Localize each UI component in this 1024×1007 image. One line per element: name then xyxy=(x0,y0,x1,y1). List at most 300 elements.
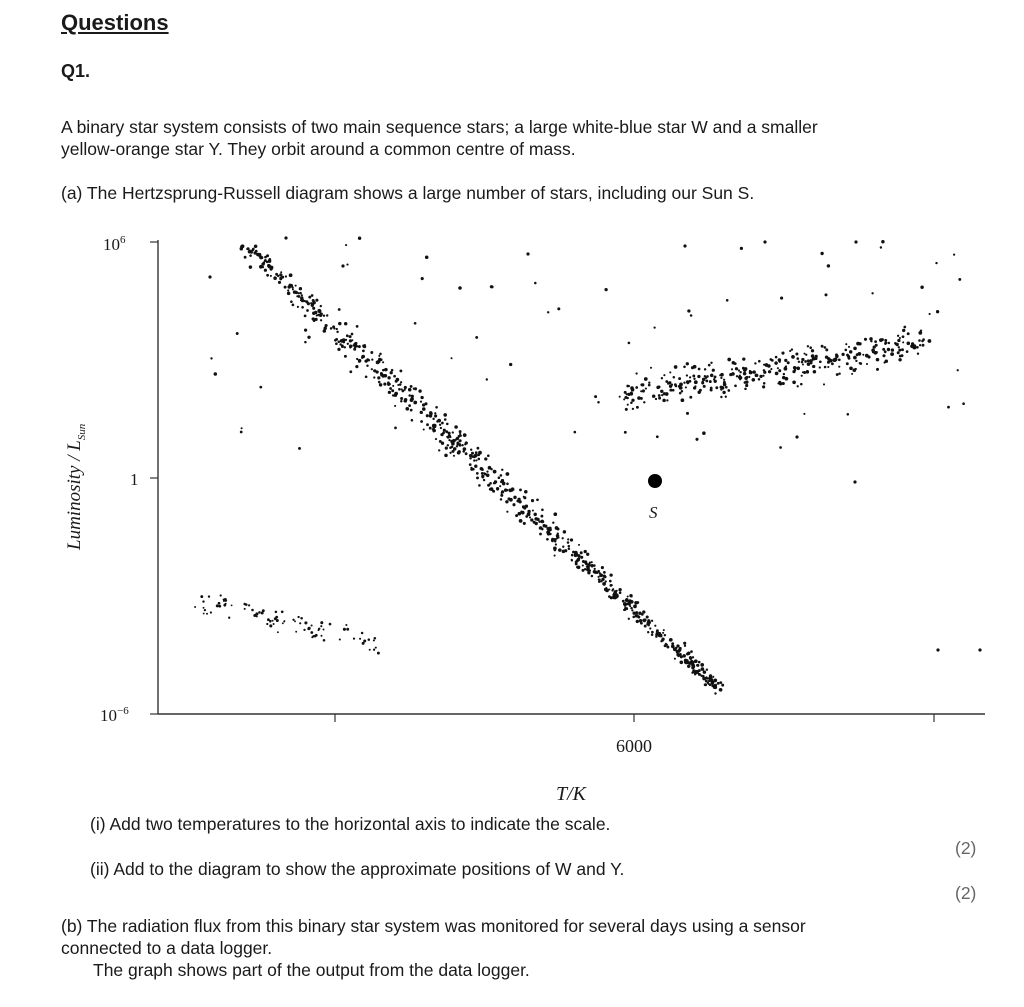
star-dot xyxy=(631,399,634,402)
star-dot xyxy=(391,369,394,372)
star-dot xyxy=(498,476,501,479)
star-dot xyxy=(725,396,727,398)
star-dot xyxy=(389,387,392,390)
star-dot xyxy=(651,631,654,634)
star-dot xyxy=(876,368,879,371)
star-dot xyxy=(343,628,346,631)
star-dot xyxy=(449,446,452,449)
star-dot xyxy=(605,580,607,582)
star-dot xyxy=(373,649,375,651)
star-dot xyxy=(687,309,690,312)
star-dot xyxy=(824,366,827,369)
star-dot xyxy=(694,380,698,384)
star-dot xyxy=(803,413,805,415)
star-dot xyxy=(600,580,602,582)
y-axis-label-subscript: Sun xyxy=(76,423,88,441)
star-dot xyxy=(947,406,950,409)
star-dot xyxy=(838,366,840,368)
star-dot xyxy=(640,622,643,625)
star-dot xyxy=(832,358,836,362)
star-dot xyxy=(562,546,564,548)
star-dot xyxy=(635,386,638,389)
star-dot xyxy=(665,392,669,396)
star-dot xyxy=(499,485,501,487)
star-dot xyxy=(690,650,693,653)
star-dot xyxy=(487,454,490,457)
star-dot xyxy=(295,631,297,633)
star-dot xyxy=(533,513,536,516)
star-dot xyxy=(554,555,556,557)
star-dot xyxy=(378,355,380,357)
star-dot xyxy=(627,404,629,406)
star-dot xyxy=(277,631,279,633)
star-dot xyxy=(698,661,701,664)
star-dot xyxy=(682,654,685,657)
star-dot xyxy=(204,609,206,611)
star-dot xyxy=(936,648,939,651)
star-dot xyxy=(784,359,787,362)
star-dot xyxy=(402,390,405,393)
star-dot xyxy=(377,376,380,379)
star-dot xyxy=(452,431,454,433)
star-dot xyxy=(675,385,678,388)
star-dot xyxy=(314,635,317,638)
star-dot xyxy=(298,447,301,450)
star-dot xyxy=(613,596,616,599)
star-dot xyxy=(624,431,627,434)
star-dot xyxy=(475,459,477,461)
star-dot xyxy=(356,358,358,360)
star-dot xyxy=(568,548,571,551)
star-dot xyxy=(203,607,205,609)
star-dot xyxy=(643,620,645,622)
star-dot xyxy=(429,411,432,414)
star-dot xyxy=(272,620,274,622)
star-dot xyxy=(529,516,531,518)
star-dot xyxy=(489,488,492,491)
star-dot xyxy=(435,406,438,409)
star-dot xyxy=(421,277,424,280)
star-dot xyxy=(458,450,461,453)
star-dot xyxy=(664,634,666,636)
star-dot xyxy=(320,319,322,321)
star-dot xyxy=(541,509,544,512)
star-dot xyxy=(476,472,479,475)
star-dot xyxy=(656,632,660,636)
star-dot xyxy=(619,591,622,594)
star-dot xyxy=(803,371,806,374)
star-dot xyxy=(320,621,323,624)
star-dot xyxy=(683,642,686,645)
star-dot xyxy=(194,606,196,608)
star-dot xyxy=(483,479,485,481)
star-dot xyxy=(694,659,698,663)
star-dot xyxy=(292,619,294,621)
star-dot xyxy=(542,521,544,523)
star-dot xyxy=(273,276,277,280)
star-dot xyxy=(717,682,720,685)
star-dot xyxy=(693,378,695,380)
star-dot xyxy=(686,653,689,656)
star-dot xyxy=(577,558,581,562)
star-dot xyxy=(518,500,521,503)
star-dot xyxy=(578,544,580,546)
star-dot xyxy=(420,411,422,413)
star-dot xyxy=(853,356,857,360)
star-dot xyxy=(598,580,601,583)
star-dot xyxy=(325,324,328,327)
star-dot xyxy=(836,373,839,376)
star-dot xyxy=(686,380,689,383)
star-dot xyxy=(648,382,650,384)
star-dot xyxy=(770,368,772,370)
star-dot xyxy=(337,348,340,351)
y-tick-top-exponent: 6 xyxy=(120,234,126,246)
star-dot xyxy=(243,603,246,606)
star-dot xyxy=(689,376,691,378)
star-dot xyxy=(604,575,606,577)
star-dot xyxy=(779,446,782,449)
star-dot xyxy=(597,401,600,404)
star-dot xyxy=(601,566,604,569)
star-dot xyxy=(410,385,413,388)
star-dot xyxy=(506,472,510,476)
star-dot xyxy=(344,322,347,325)
star-dot xyxy=(475,336,478,339)
star-dot xyxy=(387,381,390,384)
star-dot xyxy=(311,624,313,626)
star-dot xyxy=(669,639,671,641)
star-dot xyxy=(249,254,252,257)
star-dot xyxy=(441,422,444,425)
star-dot xyxy=(882,348,885,351)
star-dot xyxy=(248,604,250,606)
star-dot xyxy=(370,351,373,354)
star-dot xyxy=(307,336,310,339)
star-dot xyxy=(400,397,403,400)
star-dot xyxy=(647,620,650,623)
star-dot xyxy=(673,647,677,651)
star-dot xyxy=(821,345,824,348)
star-dot xyxy=(465,452,468,455)
star-dot xyxy=(881,240,884,243)
star-dot xyxy=(679,660,683,664)
star-dot xyxy=(297,616,299,618)
star-dot xyxy=(623,398,625,400)
star-dot xyxy=(638,612,641,615)
star-dot xyxy=(481,475,484,478)
star-dot xyxy=(218,605,221,608)
star-dot xyxy=(823,383,825,385)
star-dot xyxy=(266,623,268,625)
star-dot xyxy=(382,375,385,378)
star-dot xyxy=(556,527,559,530)
subpart-i-marks: (2) xyxy=(955,838,977,858)
star-dot xyxy=(500,474,503,477)
star-dot xyxy=(434,412,436,414)
star-dot xyxy=(795,353,798,356)
star-dot xyxy=(293,290,297,294)
x-axis-label: T/K xyxy=(555,783,587,805)
star-dot xyxy=(295,285,297,287)
star-dot xyxy=(281,276,284,279)
star-dot xyxy=(884,341,887,344)
star-dot xyxy=(206,613,208,615)
star-dot xyxy=(202,600,204,602)
star-dot xyxy=(633,605,637,609)
star-dot xyxy=(661,377,663,379)
star-dot xyxy=(792,370,795,373)
star-dot xyxy=(289,273,293,277)
star-dot xyxy=(469,463,472,466)
star-dot xyxy=(775,372,779,376)
star-dot xyxy=(719,374,721,376)
star-dot xyxy=(801,358,804,361)
star-dot xyxy=(284,286,287,289)
star-dot xyxy=(655,398,657,400)
star-dot xyxy=(885,359,888,362)
star-dot xyxy=(698,673,701,676)
star-dot xyxy=(689,656,692,659)
star-dot xyxy=(371,368,373,370)
star-dot xyxy=(731,368,733,370)
star-dot xyxy=(405,407,409,411)
star-dot xyxy=(654,625,656,627)
star-dot xyxy=(720,377,722,379)
star-dot xyxy=(518,512,522,516)
star-dot xyxy=(632,408,634,410)
star-dot xyxy=(636,620,639,623)
star-dot xyxy=(404,400,407,403)
star-dot xyxy=(614,591,617,594)
star-dot xyxy=(241,244,245,248)
y-tick-label-top xyxy=(103,234,126,254)
star-dot xyxy=(388,391,391,394)
star-dot xyxy=(714,380,717,383)
star-dot xyxy=(440,427,442,429)
star-dot xyxy=(780,297,783,300)
star-dot xyxy=(888,342,890,344)
star-dot xyxy=(425,256,429,260)
star-dot xyxy=(779,361,781,363)
star-dot xyxy=(268,265,272,269)
star-dot xyxy=(897,335,899,337)
star-dot xyxy=(400,400,402,402)
star-dot xyxy=(383,383,386,386)
star-dot xyxy=(628,618,630,620)
star-dot xyxy=(754,362,756,364)
star-dot xyxy=(584,550,587,553)
star-dot xyxy=(627,595,629,597)
star-dot xyxy=(432,418,434,420)
star-dot xyxy=(313,319,316,322)
star-dot xyxy=(208,595,210,597)
star-dot xyxy=(273,623,275,625)
star-dot xyxy=(710,362,712,364)
star-dot xyxy=(627,397,629,399)
star-dot xyxy=(434,414,437,417)
star-dot xyxy=(715,386,718,389)
star-dot xyxy=(708,364,711,367)
star-dot xyxy=(632,616,635,619)
star-dot xyxy=(329,623,332,626)
star-dot xyxy=(264,256,267,259)
star-dot xyxy=(658,397,661,400)
star-dot xyxy=(266,255,268,257)
star-dot xyxy=(962,402,965,405)
star-dot xyxy=(882,354,885,357)
star-dot xyxy=(684,645,686,647)
star-dot xyxy=(590,564,593,567)
star-dot xyxy=(274,617,277,620)
star-dot xyxy=(437,419,441,423)
star-dot xyxy=(643,401,645,403)
star-dot xyxy=(802,363,804,365)
star-dot xyxy=(297,306,299,308)
star-dot xyxy=(311,294,314,297)
star-dot xyxy=(524,490,528,494)
star-dot xyxy=(552,522,554,524)
star-dot xyxy=(801,361,804,364)
star-dot xyxy=(640,383,643,386)
star-dot xyxy=(686,412,689,415)
star-dot xyxy=(500,498,503,501)
star-dot xyxy=(884,339,887,342)
star-dot xyxy=(658,394,661,397)
star-dot xyxy=(705,380,708,383)
star-dot xyxy=(929,313,931,315)
star-dot xyxy=(611,589,613,591)
star-dot xyxy=(584,560,587,563)
star-dot xyxy=(414,387,417,390)
star-dot xyxy=(501,492,503,494)
star-dot xyxy=(480,467,483,470)
star-dot xyxy=(490,468,492,470)
y-tick-middle-base: 1 xyxy=(130,470,139,489)
star-dot xyxy=(687,665,690,668)
star-dot xyxy=(323,314,325,316)
star-dot xyxy=(587,563,591,567)
star-dot xyxy=(712,369,715,372)
star-dot xyxy=(781,352,784,355)
star-dot xyxy=(382,369,385,372)
star-dot xyxy=(281,610,284,613)
star-dot xyxy=(846,362,849,365)
star-dot xyxy=(785,377,789,381)
y-tick-label-middle xyxy=(130,470,139,489)
star-dot xyxy=(268,259,272,263)
star-dot xyxy=(290,300,293,303)
star-dot xyxy=(777,367,779,369)
star-dot xyxy=(473,455,476,458)
star-dot xyxy=(539,526,542,529)
star-dot xyxy=(594,568,596,570)
part-b-line-3: The graph shows part of the output from the data logger. xyxy=(93,960,530,980)
star-dot xyxy=(410,409,413,412)
star-dot xyxy=(345,244,347,246)
star-dot xyxy=(359,345,361,347)
star-dot xyxy=(722,391,725,394)
star-dot xyxy=(699,389,702,392)
star-dot xyxy=(667,382,670,385)
star-dot xyxy=(824,293,827,296)
star-dot xyxy=(551,538,554,541)
star-dot xyxy=(598,576,600,578)
star-dot xyxy=(752,378,756,382)
star-dot xyxy=(782,382,785,385)
star-dot xyxy=(469,457,472,460)
star-dot xyxy=(736,375,738,377)
star-dot xyxy=(702,431,706,435)
star-dot xyxy=(451,442,455,446)
star-dot xyxy=(319,313,323,317)
star-dot xyxy=(473,459,475,461)
star-dot xyxy=(691,661,694,664)
star-dot xyxy=(574,431,577,434)
star-dot xyxy=(631,595,633,597)
star-dot xyxy=(448,439,450,441)
star-dot xyxy=(586,568,589,571)
star-dot xyxy=(353,638,355,640)
star-dot xyxy=(361,355,364,358)
star-dot xyxy=(208,275,211,278)
star-dot xyxy=(705,680,708,683)
star-dot xyxy=(580,551,583,554)
star-dot xyxy=(759,375,762,378)
star-dot xyxy=(299,292,302,295)
star-dot xyxy=(696,664,698,666)
star-dot xyxy=(732,361,736,365)
star-dot xyxy=(743,372,747,376)
star-dot xyxy=(210,611,212,613)
star-dot xyxy=(411,419,414,422)
star-dot xyxy=(903,326,906,329)
star-field xyxy=(194,236,981,694)
star-dot xyxy=(447,444,449,446)
star-dot xyxy=(223,600,225,602)
star-dot xyxy=(666,644,668,646)
star-dot xyxy=(312,307,315,310)
star-dot xyxy=(708,683,710,685)
star-dot xyxy=(874,340,877,343)
star-dot xyxy=(506,483,509,486)
star-dot xyxy=(220,594,222,596)
star-dot xyxy=(582,564,584,566)
star-dot xyxy=(311,636,313,638)
star-dot xyxy=(584,568,586,570)
star-dot xyxy=(511,487,514,490)
star-dot xyxy=(501,469,503,471)
star-dot xyxy=(351,339,353,341)
star-dot xyxy=(563,530,566,533)
star-dot xyxy=(225,599,227,601)
star-dot xyxy=(880,246,882,248)
star-dot xyxy=(758,378,761,381)
star-dot xyxy=(410,398,414,402)
star-dot xyxy=(902,329,905,332)
star-dot xyxy=(429,427,432,430)
star-dot xyxy=(618,588,621,591)
star-dot xyxy=(719,681,722,684)
star-dot xyxy=(530,518,533,521)
star-dot xyxy=(739,371,741,373)
star-dot xyxy=(408,394,411,397)
star-dot xyxy=(420,420,423,423)
star-dot xyxy=(831,362,834,365)
star-dot xyxy=(394,427,397,430)
star-dot xyxy=(820,252,823,255)
star-dot xyxy=(745,384,748,387)
